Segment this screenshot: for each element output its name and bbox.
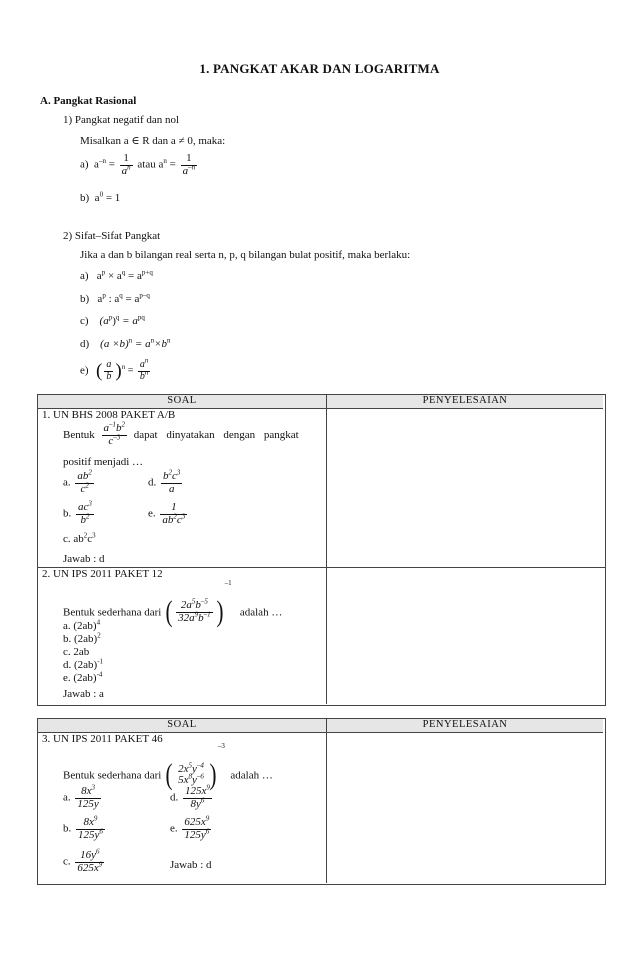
q2-option-c: c. 2ab	[63, 646, 90, 658]
denominator	[138, 368, 151, 383]
open-paren: (	[96, 360, 103, 382]
stem-pre: Bentuk sederhana dari	[63, 769, 162, 782]
fraction	[104, 360, 113, 382]
t: = a	[122, 293, 140, 305]
q2-option-b	[63, 633, 101, 645]
b: 16y	[80, 849, 97, 861]
open-paren: (	[165, 758, 173, 792]
numerator: a	[106, 359, 112, 370]
e: –4	[196, 761, 204, 770]
formula-1b	[80, 192, 120, 204]
formula-2b	[80, 293, 150, 305]
q2-option-d	[63, 659, 103, 671]
stem-post: adalah …	[230, 769, 273, 782]
label: b.	[63, 822, 72, 835]
denominator	[120, 162, 133, 178]
e: 5	[188, 761, 192, 770]
exp: n	[163, 156, 167, 165]
q1-option-b	[63, 499, 96, 526]
q3-option-d	[170, 783, 214, 810]
b: 8y	[190, 797, 201, 810]
close-paren: )	[216, 595, 224, 629]
e: 9	[206, 783, 210, 792]
e: n	[150, 336, 155, 345]
t: (a	[99, 315, 109, 327]
item2-intro: Jika a dan b bilangan real serta n, p, q bilangan bulat positif, maka berlaku:	[80, 249, 411, 261]
label: d.	[148, 476, 157, 489]
e: 6	[99, 826, 103, 835]
label: a)	[80, 270, 89, 282]
col-soal-header: SOAL	[38, 395, 326, 409]
t: = a	[119, 315, 138, 327]
e: p–q	[139, 291, 150, 300]
denominator: a	[168, 482, 175, 495]
page-title: 1. PANGKAT AKAR DAN LOGARITMA	[199, 61, 440, 76]
e: 6	[205, 826, 210, 835]
e: 9	[205, 814, 210, 823]
e: p	[101, 268, 106, 277]
e: 3	[92, 531, 96, 540]
b: 32a	[178, 611, 195, 624]
e: -1	[97, 657, 104, 666]
b: 625x	[184, 816, 206, 828]
b: 2x	[178, 762, 189, 775]
t: = a	[132, 338, 151, 350]
b: 5x	[178, 774, 189, 787]
e: 2	[85, 511, 90, 520]
fraction	[182, 814, 211, 841]
a: a	[103, 422, 110, 434]
equals: =	[127, 365, 134, 377]
denominator	[76, 511, 94, 527]
equals: =	[108, 158, 115, 171]
numerator	[161, 468, 182, 484]
e: 4	[96, 618, 101, 627]
b: c	[172, 470, 177, 482]
formula-2a	[80, 270, 153, 282]
b: c	[176, 513, 182, 526]
exp: n	[127, 162, 131, 171]
q3-option-a	[63, 783, 103, 810]
q3-option-b	[63, 814, 107, 841]
e: 2	[168, 468, 172, 477]
q1-stem-line2: positif menjadi …	[63, 456, 144, 468]
q1-stem	[63, 420, 321, 447]
column-divider	[326, 395, 327, 704]
q1-option-d	[148, 468, 184, 495]
exp: n	[121, 362, 126, 371]
t: a. (2ab)	[63, 620, 97, 632]
t: a	[97, 293, 103, 305]
b: 125y	[78, 828, 100, 841]
fraction	[75, 468, 94, 495]
label: b.	[63, 507, 72, 520]
b: c	[80, 482, 86, 495]
e: 5	[191, 597, 196, 606]
e: –3	[113, 432, 121, 441]
denominator	[183, 795, 212, 811]
c: c	[108, 434, 114, 447]
denominator	[176, 610, 213, 625]
e: n	[144, 356, 149, 365]
t: : a	[105, 293, 120, 305]
label: c.	[63, 855, 71, 868]
q2-header: 2. UN IPS 2011 PAKET 12	[42, 568, 163, 580]
e: q	[115, 313, 120, 322]
base: a	[182, 164, 189, 177]
b: b	[116, 422, 122, 434]
label: c)	[80, 315, 89, 327]
outer-exp: –1	[224, 579, 232, 587]
b: y	[192, 774, 197, 787]
label: a.	[63, 791, 71, 804]
open-paren: (	[165, 595, 173, 629]
t: e. (2ab)	[63, 672, 97, 684]
stem-post: adalah …	[239, 606, 283, 619]
item1-heading: 1) Pangkat negatif dan nol	[63, 114, 180, 126]
q3-header: 3. UN IPS 2011 PAKET 46	[42, 733, 163, 745]
e: –6	[196, 772, 204, 781]
e: 6	[96, 847, 100, 856]
e: 6	[200, 795, 205, 804]
b: b	[163, 470, 169, 482]
e: 2	[88, 468, 92, 477]
b: ab	[162, 513, 174, 526]
e: p	[108, 313, 113, 322]
item1-intro: Misalkan a ∈ R dan a ≠ 0, maka:	[80, 135, 226, 147]
denominator	[75, 480, 94, 496]
fraction	[181, 153, 198, 177]
fraction	[120, 153, 133, 177]
label: e.	[148, 507, 156, 520]
e: q	[121, 268, 126, 277]
numerator: 1	[181, 153, 198, 166]
fraction	[138, 356, 151, 382]
e: 2	[83, 531, 88, 540]
denominator: 125y	[77, 797, 99, 810]
numerator: 1	[120, 153, 133, 166]
q2-option-a	[63, 620, 100, 632]
denominator	[75, 859, 104, 875]
b: 2a	[180, 599, 192, 612]
e: –5	[200, 597, 208, 606]
b: 8x	[83, 816, 94, 828]
e: –1	[109, 420, 117, 429]
e: 8	[188, 772, 192, 781]
b: 625x	[77, 861, 99, 874]
lhs: a	[94, 158, 99, 171]
q3-option-e	[170, 814, 213, 841]
e: n	[144, 368, 149, 377]
q1-fraction	[102, 420, 128, 447]
exp: 0	[99, 190, 104, 199]
t: ×b	[154, 338, 168, 350]
b: a	[139, 359, 145, 370]
b: y	[192, 762, 197, 775]
label: e.	[170, 822, 178, 835]
col-penyelesaian-header: PENYELESAIAN	[327, 719, 603, 733]
denominator	[182, 826, 211, 842]
b: b	[139, 370, 145, 382]
e: -4	[96, 670, 103, 679]
t: )	[112, 315, 116, 327]
e: p+q	[141, 268, 153, 277]
denominator	[76, 826, 105, 842]
middle: atau a	[137, 158, 164, 171]
b: b	[198, 611, 204, 624]
label: a.	[63, 476, 71, 489]
e: 2	[97, 631, 101, 640]
t: c	[87, 533, 93, 545]
b: 125x	[185, 785, 207, 797]
label: a)	[80, 158, 89, 171]
e: 2	[121, 420, 126, 429]
fraction	[75, 847, 104, 874]
e: 9	[98, 859, 103, 868]
e: pq	[137, 313, 145, 322]
label: e)	[80, 364, 89, 377]
fraction	[183, 783, 212, 810]
e: 3	[88, 499, 92, 508]
formula-1a	[80, 153, 199, 177]
t: c. ab	[63, 533, 84, 545]
close-paren: )	[209, 758, 217, 792]
col-penyelesaian-header: PENYELESAIAN	[327, 395, 603, 409]
formula-2c	[80, 315, 145, 327]
b: b	[80, 513, 86, 526]
q1-option-e	[148, 502, 189, 526]
e: 3	[181, 511, 186, 520]
fraction	[160, 502, 187, 526]
q1-option-c	[63, 533, 96, 545]
e: n	[128, 336, 133, 345]
e: 3	[176, 468, 181, 477]
b: ac	[78, 501, 89, 513]
e: p	[102, 291, 106, 300]
t: × a	[105, 270, 122, 282]
t: a	[96, 270, 102, 282]
t: d. (2ab)	[63, 659, 98, 671]
col-soal-header: SOAL	[38, 719, 326, 733]
e: 2	[85, 480, 89, 489]
outer-exp: –3	[217, 742, 225, 750]
q2-fraction	[176, 597, 213, 624]
item2-heading: 2) Sifat–Sifat Pangkat	[63, 230, 161, 242]
denominator: b	[106, 370, 112, 382]
e: n	[167, 336, 171, 345]
e: 9	[194, 610, 199, 619]
close-paren: )	[115, 360, 122, 382]
e: 9	[93, 814, 98, 823]
q3-fraction	[176, 761, 206, 787]
b: ab	[77, 470, 89, 482]
e: –1	[203, 610, 211, 619]
b: b	[195, 599, 201, 612]
q3-answer: Jawab : d	[170, 859, 212, 871]
fraction	[76, 814, 105, 841]
q1-header: 1. UN BHS 2008 PAKET A/B	[42, 409, 176, 421]
base: a	[121, 164, 128, 177]
exp: –n	[188, 162, 196, 171]
denominator	[102, 432, 128, 448]
denominator	[160, 511, 187, 527]
label: b)	[80, 293, 90, 305]
q2-answer: Jawab : a	[63, 688, 104, 700]
b: 8x	[81, 785, 92, 797]
section-a-heading: A. Pangkat Rasional	[40, 95, 137, 107]
e: 3	[91, 783, 96, 792]
t: b. (2ab)	[63, 633, 98, 645]
e: q	[119, 291, 123, 300]
stem-post: dapat dinyatakan dengan pangkat	[133, 429, 299, 442]
b: 125y	[184, 828, 206, 841]
denominator	[181, 162, 198, 178]
label: d.	[170, 791, 179, 804]
formula-2d	[80, 338, 171, 350]
stem-pre: Bentuk sederhana dari	[63, 606, 162, 619]
rest: = 1	[105, 192, 121, 204]
stem-pre: Bentuk	[63, 429, 95, 442]
t: (a ×b)	[100, 338, 129, 350]
equals: =	[169, 158, 176, 171]
fraction	[161, 468, 182, 495]
t: = a	[125, 270, 142, 282]
e: 2	[173, 511, 177, 520]
label: b)	[80, 192, 90, 204]
q1-option-a	[63, 468, 96, 495]
fraction	[76, 499, 94, 526]
label: d)	[80, 338, 90, 350]
base: a	[94, 192, 100, 204]
fraction	[75, 783, 100, 810]
q1-answer: Jawab : d	[63, 553, 105, 565]
numerator	[75, 783, 100, 799]
numerator: 1	[160, 502, 187, 515]
formula-2e	[80, 356, 152, 382]
q2-option-e	[63, 672, 102, 684]
column-divider	[326, 719, 327, 883]
exp: –n	[98, 156, 106, 165]
q3-option-c	[63, 847, 106, 874]
